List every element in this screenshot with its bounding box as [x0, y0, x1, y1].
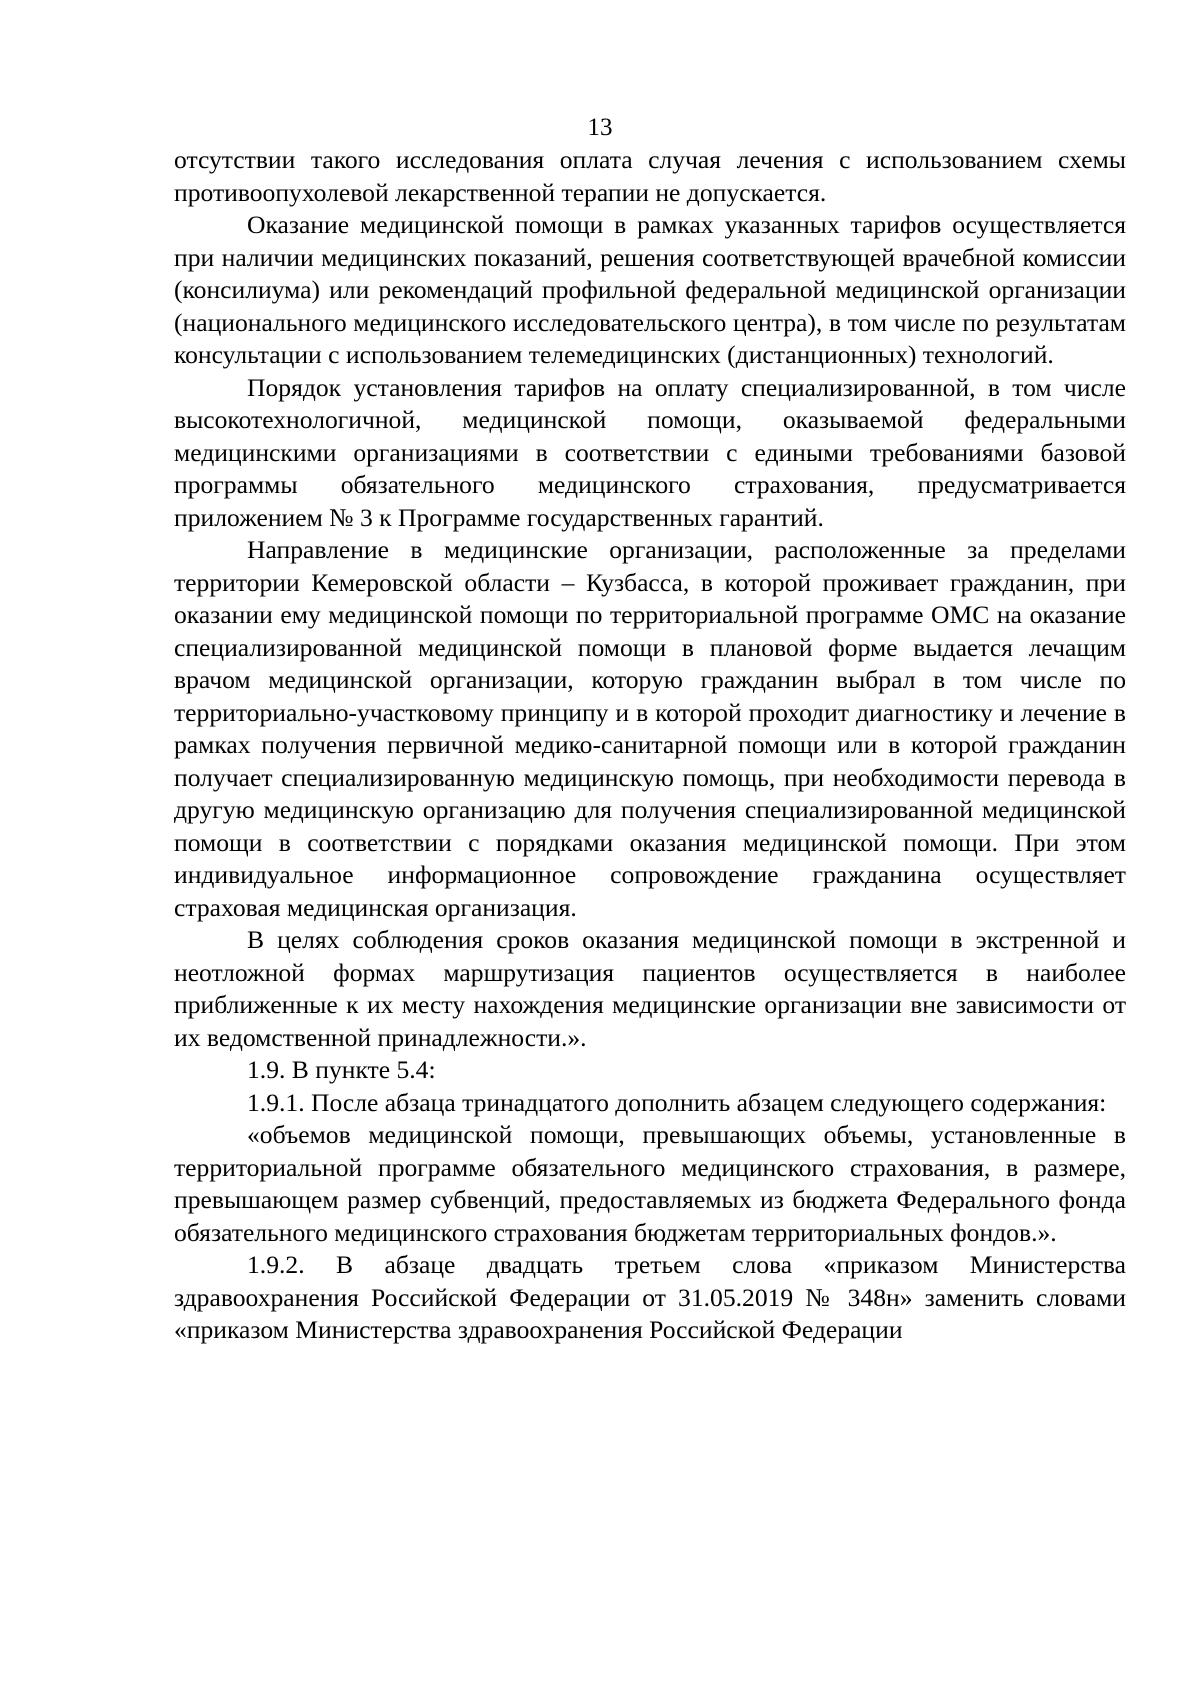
paragraph-item-1-9: 1.9. В пункте 5.4:	[247, 1055, 436, 1084]
paragraph-referral: Направление в медицинские организации, расположенные за пределами территории Кемеровской области – Кузбасса, в которой проживает гражданин, при оказании ему медицинской помощи по территориальной программе ОМС на оказание специализированной медицинской помощи в плановой форме выдается лечащим врачом медицинской организации, которую гражданин выбрал в том числе по территориально-участковому принципу и в которой проходит диагностику и лечение в рамках получения первичной медико-санитарной помощи или в которой гражданин получает специализированную медицинскую помощь, при необходимости перевода в другую медицинскую организацию для получения специализированной медицинской помощи в соответствии с порядками оказания медицинской помощи. При этом индивидуальное информационное сопровождение гражданина осуществляет страховая медицинская организация.	[174, 535, 1126, 922]
paragraph-tariff-conditions: Оказание медицинской помощи в рамках указанных тарифов осуществляется при наличии медицинских показаний, решения соответствующей врачебной комиссии (консилиума) или рекомендаций профильной федеральной медицинской организации (национального медицинского исследовательского центра), в том числе по результатам консультации с использованием телемедицинских (дистанционных) технологий.	[174, 210, 1126, 369]
paragraph-item-1-9-2: 1.9.2. В абзаце двадцать третьем слова «приказом Министерства здравоохранения Российской Федерации от 31.05.2019 № 348н» заменить словами «приказом Министерства здравоохранения Российской Федерации	[174, 1250, 1126, 1344]
paragraph-tariff-procedure: Порядок установления тарифов на оплату специализированной, в том числе высокотехнологичной, медицинской помощи, оказываемой федеральными медицинскими организациями в соответствии с едиными требованиями базовой программы обязательного медицинского страхования, предусматривается приложением № 3 к Программе государственных гарантий.	[174, 372, 1126, 532]
paragraph-continuation: отсутствии такого исследования оплата случая лечения с использованием схемы противоопухолевой лекарственной терапии не допускается.	[174, 145, 1126, 207]
paragraph-item-1-9-1: 1.9.1. После абзаца тринадцатого дополнить абзацем следующего содержания:	[247, 1087, 1107, 1117]
document-body	[174, 144, 1126, 1347]
paragraph-quoted-text: «объемов медицинской помощи, превышающих объемы, установленные в территориальной программе обязательного медицинского страхования, в размере, превышающем размер субвенций, предоставляемых из бюджета Федерального фонда обязательного медицинского страхования бюджетам территориальных фондов.».	[174, 1120, 1126, 1247]
paragraph-emergency-routing: В целях соблюдения сроков оказания медицинской помощи в экстренной и неотложной формах маршрутизация пациентов осуществляется в наиболее приближенные к их месту нахождения медицинские организации вне зависимости от их ведомственной принадлежности.».	[174, 925, 1126, 1052]
page-number: 13	[587, 114, 613, 141]
